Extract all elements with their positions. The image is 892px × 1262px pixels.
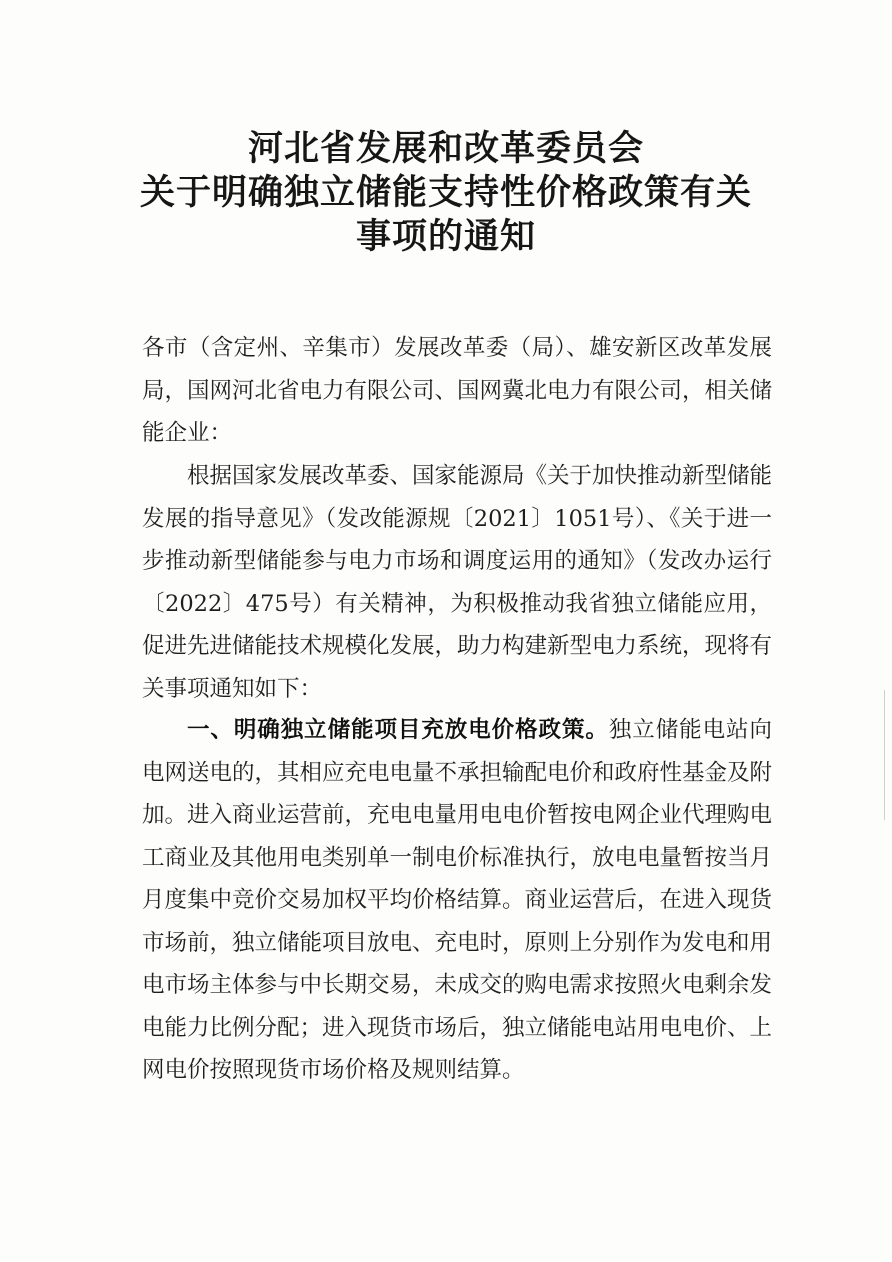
scan-edge-line [884, 690, 885, 820]
document-title-line-3: 事项的通知 [355, 216, 536, 257]
document-title-line-2: 关于明确独立储能支持性价格政策有关 [139, 172, 752, 213]
intro-paragraph: 根据国家发展改革委、国家能源局《关于加快推动新型储能发展的指导意见》（发改能源规〔2021〕1051号）、《关于进一步推动新型储能参与电力市场和调度运用的通知》（发改办运行〔2022〕475号）有关精神，为积极推动我省独立储能应用，促进先进储能技术规模化发展，助力构建新型电力系统，现将有关事项通知如下： [142, 463, 773, 702]
section-1-heading: 一、明确独立储能项目充放电价格政策。 [187, 717, 609, 743]
section-1-text: 独立储能电站向电网送电的，其相应充电电量不承担输配电价和政府性基金及附加。进入商业运营前，充电电量用电电价暂按电网企业代理购电工商业及其他用电类别单一制电价标准执行，放电电量暂按当月月度集中竞价交易加权平均价格结算。商业运营后，在进入现货市场前，独立储能项目放电、充电时，原则上分别作为发电和用电市场主体参与中长期交易，未成交的购电需求按照火电剩余发电能力比例分配；进入现货市场后，独立储能电站用电电价、上网电价按照现货市场价格及规则结算。 [142, 717, 773, 1083]
document-title-line-1: 河北省发展和改革委员会 [247, 128, 644, 169]
addressee: 各市（含定州、辛集市）发展改革委（局）、雄安新区改革发展局，国网河北省电力有限公司、国网冀北电力有限公司，相关储能企业： [142, 335, 773, 446]
section-1-paragraph [142, 709, 772, 1092]
